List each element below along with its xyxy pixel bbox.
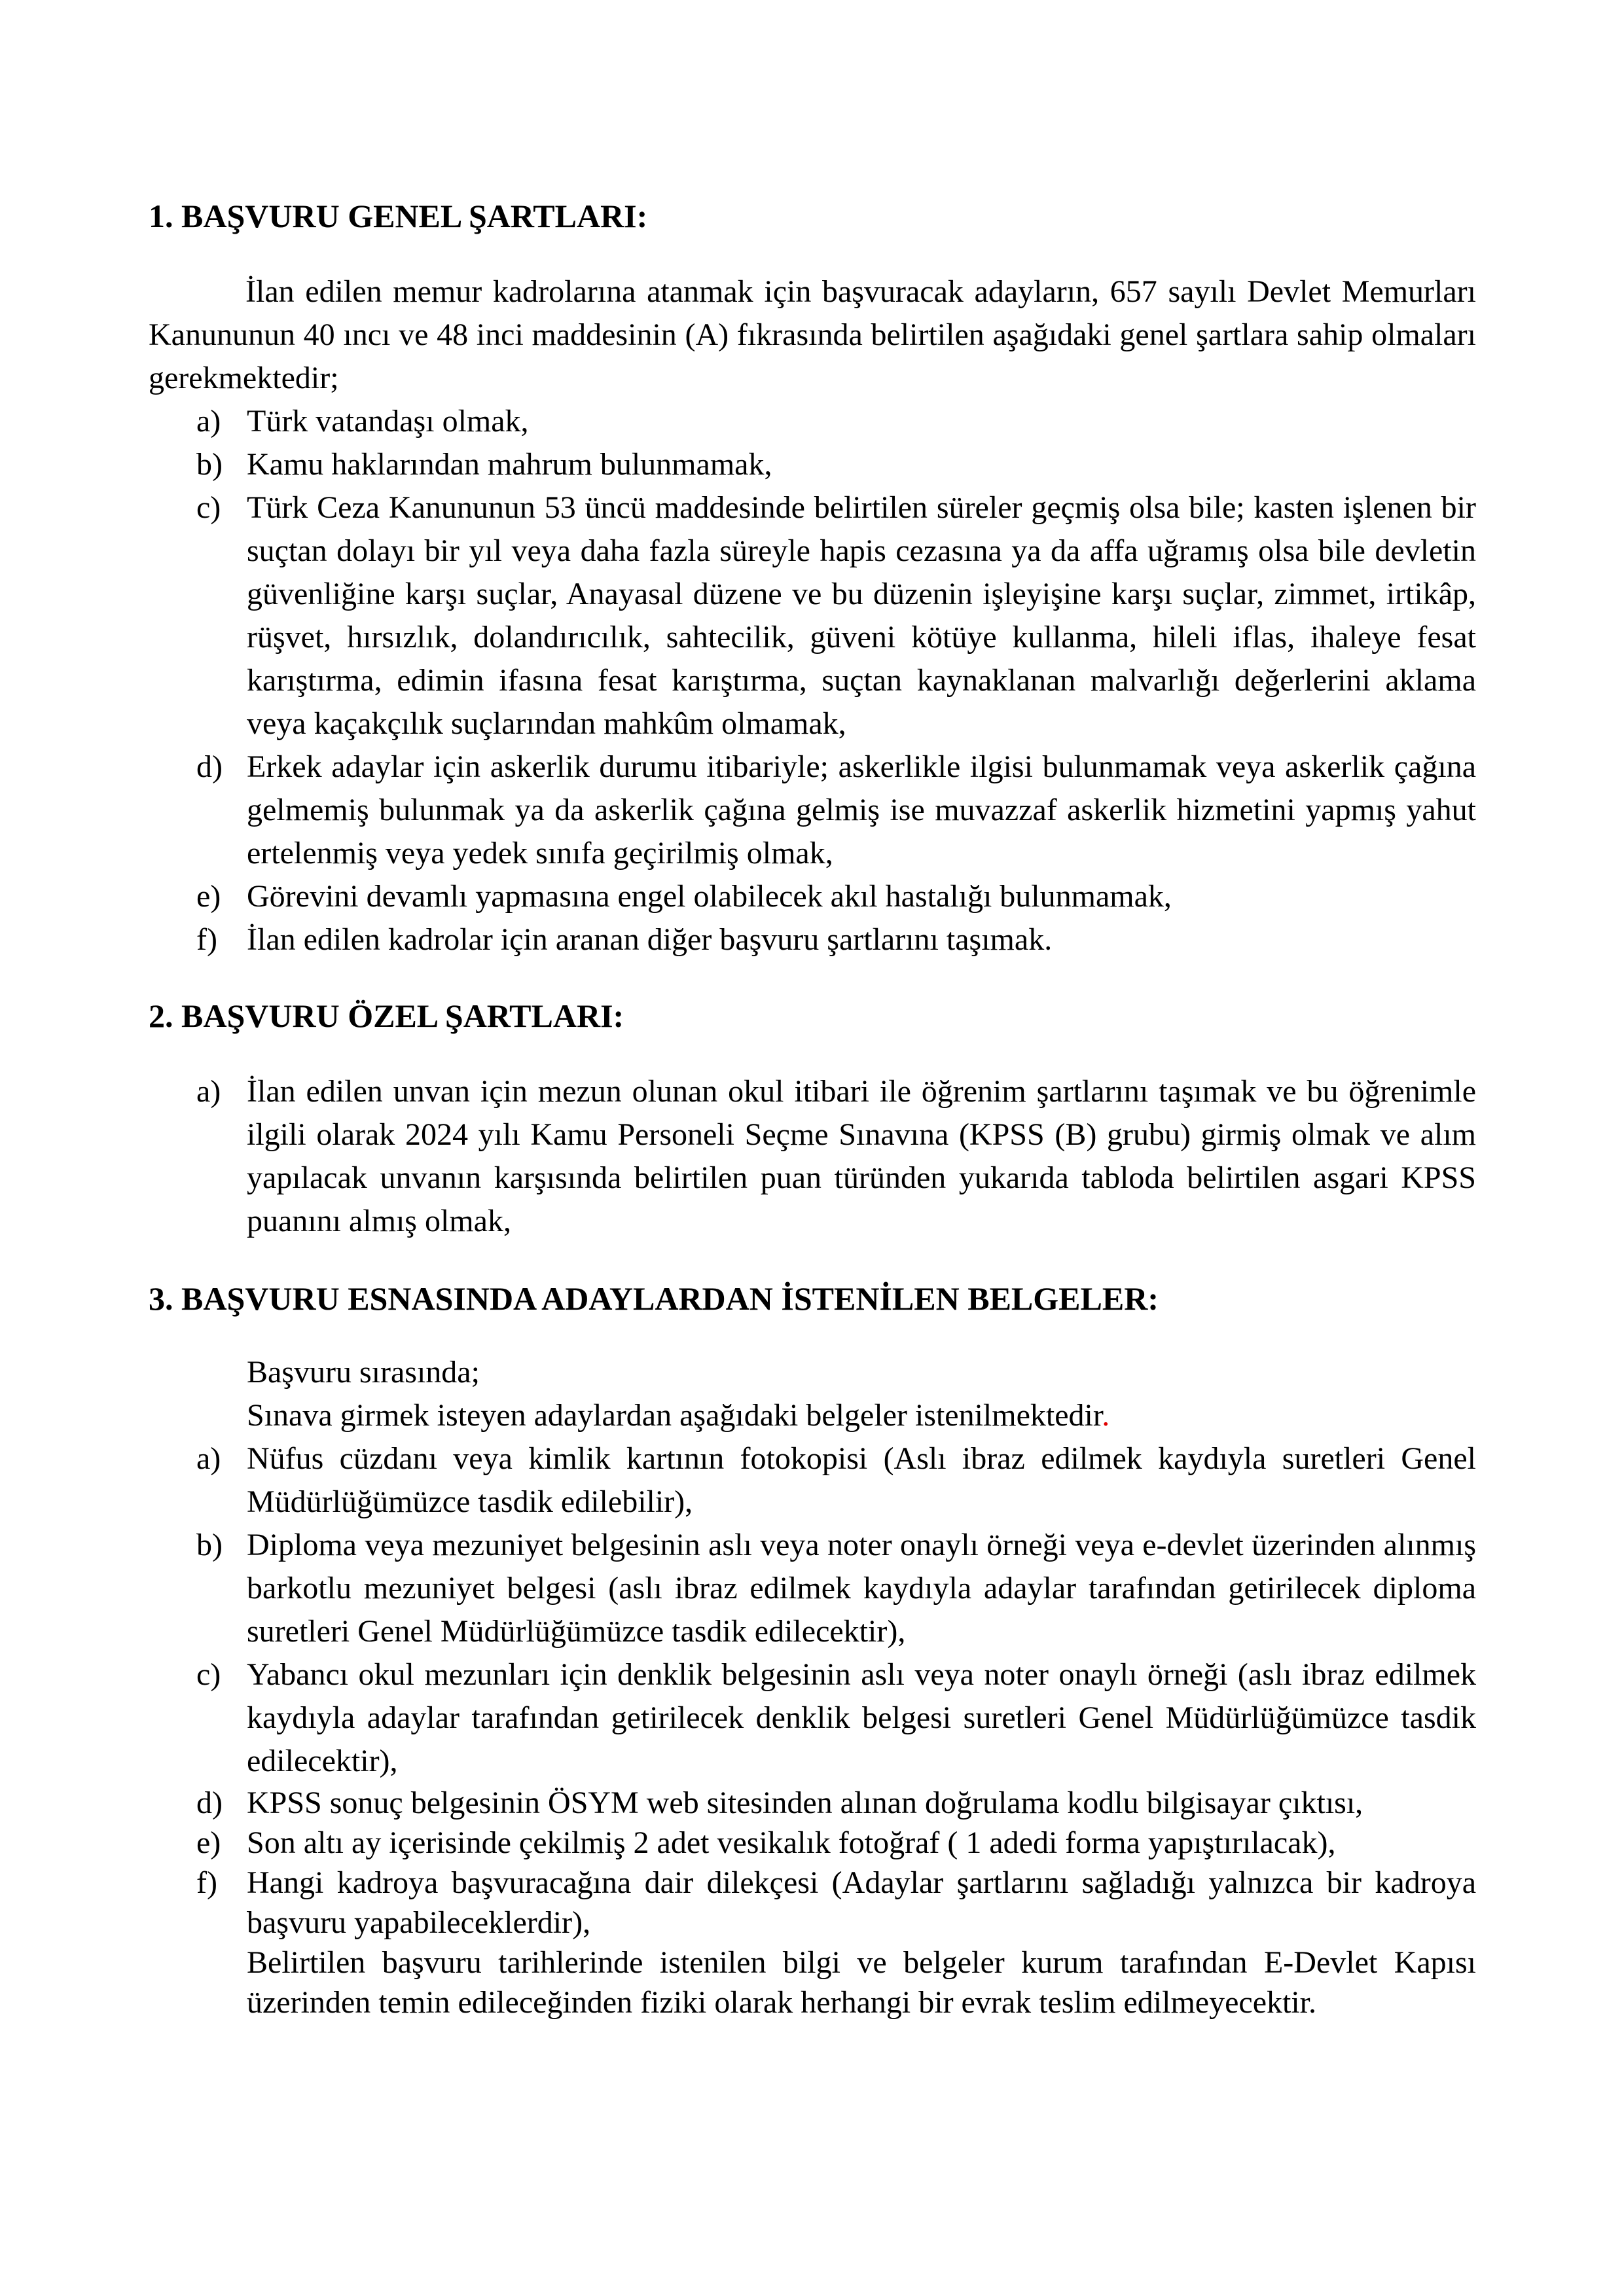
list-item — [149, 443, 1476, 486]
requirements-list — [149, 400, 1476, 961]
list-item-text: Nüfus cüzdanı veya kimlik kartının fotokopisi (Aslı ibraz edilmek kaydıyla suretleri Genel Müdürlüğümüzce tasdik edilebilir), — [247, 1441, 1476, 1519]
list-item-text: Türk Ceza Kanununun 53 üncü maddesinde belirtilen süreler geçmiş olsa bile; kasten işlenen bir suçtan dolayı bir yıl veya daha fazla süreyle hapis cezasına ya da affa uğramış olsa bile devletin güvenliğine karşı suçlar, Anayasal düzene ve bu düzenin işleyişine karşı suçlar, zimmet, irtikâp, rüşvet, hırsızlık, dolandırıcılık, sahtecilik, güveni kötüye kullanma, hileli iflas, ihaleye fesat karıştırma, edimin ifasına fesat karıştırma, suçtan kaynaklanan malvarlığı değerlerini aklama veya kaçakçılık suçlarından mahkûm olmamak, — [247, 490, 1476, 741]
list-item-text: Erkek adaylar için askerlik durumu itibariyle; askerlikle ilgisi bulunmamak veya askerlik çağına gelmemiş bulunmak ya da askerlik çağına gelmiş ise muvazzaf askerlik hizmetini yapmış yahut ertelenmiş veya yedek sınıfa geçirilmiş olmak, — [247, 749, 1476, 870]
list-item-text: Türk vatandaşı olmak, — [247, 404, 529, 439]
list-item-label: d) — [196, 749, 223, 784]
list-item-text: İlan edilen unvan için mezun olunan okul itibari ile öğrenim şartlarını taşımak ve bu öğrenimle ilgili olarak 2024 yılı Kamu Personeli Seçme Sınavına (KPSS (B) grubu) girmiş olmak ve alım yapılacak unvanın karşısında belirtilen puan türünden yukarıda tabloda belirtilen asgari KPSS puanını almış olmak, — [247, 1074, 1476, 1238]
section-heading: 1. BAŞVURU GENEL ŞARTLARI: — [149, 198, 648, 234]
list-item — [149, 918, 1476, 961]
list-item-text: Yabancı okul mezunları için denklik belgesinin aslı veya noter onaylı örneği (aslı ibraz edilmek kaydıyla adaylar tarafından getirilecek denklik belgesi suretleri Genel Müdürlüğümüzce tasdik edilecektir), — [247, 1657, 1476, 1778]
document-page — [149, 194, 1476, 2022]
documents-list — [149, 1437, 1476, 1783]
list-item — [149, 745, 1476, 875]
intro-line: Başvuru sırasında; — [247, 1355, 480, 1390]
list-item-text: Son altı ay içerisinde çekilmiş 2 adet vesikalık fotoğraf ( 1 adedi forma yapıştırılacak), — [247, 1825, 1336, 1860]
documents-list-continued — [149, 1783, 1476, 1943]
intro-line-period: . — [1102, 1398, 1110, 1433]
list-item-label: b) — [196, 447, 223, 482]
section-general-requirements — [149, 194, 1476, 961]
section-intro-paragraph: İlan edilen memur kadrolarına atanmak için başvuracak adayların, 657 sayılı Devlet Memurları Kanununun 40 ıncı ve 48 inci maddesinin (A) fıkrasında belirtilen aşağıdaki genel şartlara sahip olmaları gerekmektedir; — [149, 274, 1476, 395]
list-item — [149, 875, 1476, 918]
list-item — [149, 1524, 1476, 1653]
section-heading: 2. BAŞVURU ÖZEL ŞARTLARI: — [149, 997, 624, 1034]
section-required-documents — [149, 1277, 1476, 2022]
requirements-list — [149, 1070, 1476, 1243]
section-special-requirements — [149, 994, 1476, 1243]
list-item-text: Hangi kadroya başvuracağına dair dilekçesi (Adaylar şartlarını sağladığı yalnızca bir kadroya başvuru yapabileceklerdir), — [247, 1865, 1476, 1940]
list-item-label: f) — [196, 922, 217, 957]
list-item-label: a) — [196, 1074, 221, 1109]
list-item-label: e) — [196, 1825, 221, 1860]
list-item-label: e) — [196, 879, 221, 914]
list-item-label: d) — [196, 1785, 223, 1820]
list-item — [149, 400, 1476, 443]
list-item-label: a) — [196, 404, 221, 439]
list-item-text: Diploma veya mezuniyet belgesinin aslı veya noter onaylı örneği veya e-devlet üzerinden alınmış barkotlu mezuniyet belgesi (aslı ibraz edilmek kaydıyla adaylar tarafından getirilecek diploma suretleri Genel Müdürlüğümüzce tasdik edilecektir), — [247, 1528, 1476, 1649]
list-item — [149, 486, 1476, 745]
list-item — [149, 1823, 1476, 1863]
list-item-label: b) — [196, 1528, 223, 1562]
section-heading: 3. BAŞVURU ESNASINDA ADAYLARDAN İSTENİLEN BELGELER: — [149, 1280, 1159, 1317]
list-item — [149, 1653, 1476, 1783]
list-item — [149, 1783, 1476, 1823]
list-item-text: Kamu haklarından mahrum bulunmamak, — [247, 447, 772, 482]
list-item — [149, 1437, 1476, 1524]
list-item-text: Görevini devamlı yapmasına engel olabilecek akıl hastalığı bulunmamak, — [247, 879, 1172, 914]
intro-line-text: Sınava girmek isteyen adaylardan aşağıdaki belgeler istenilmektedir — [247, 1398, 1102, 1433]
closing-paragraph: Belirtilen başvuru tarihlerinde istenilen bilgi ve belgeler kurum tarafından E-Devlet Kapısı üzerinden temin edileceğinden fiziki olarak herhangi bir evrak teslim edilmeyecektir. — [247, 1945, 1476, 2020]
list-item-label: f) — [196, 1865, 217, 1900]
list-item — [149, 1070, 1476, 1243]
intro-line — [149, 1394, 1476, 1437]
list-item — [149, 1863, 1476, 1943]
list-item-label: c) — [196, 490, 221, 525]
list-item-label: c) — [196, 1657, 221, 1692]
list-item-text: KPSS sonuç belgesinin ÖSYM web sitesinden alınan doğrulama kodlu bilgisayar çıktısı, — [247, 1785, 1363, 1820]
list-item-label: a) — [196, 1441, 221, 1476]
list-item-text: İlan edilen kadrolar için aranan diğer başvuru şartlarını taşımak. — [247, 922, 1053, 957]
